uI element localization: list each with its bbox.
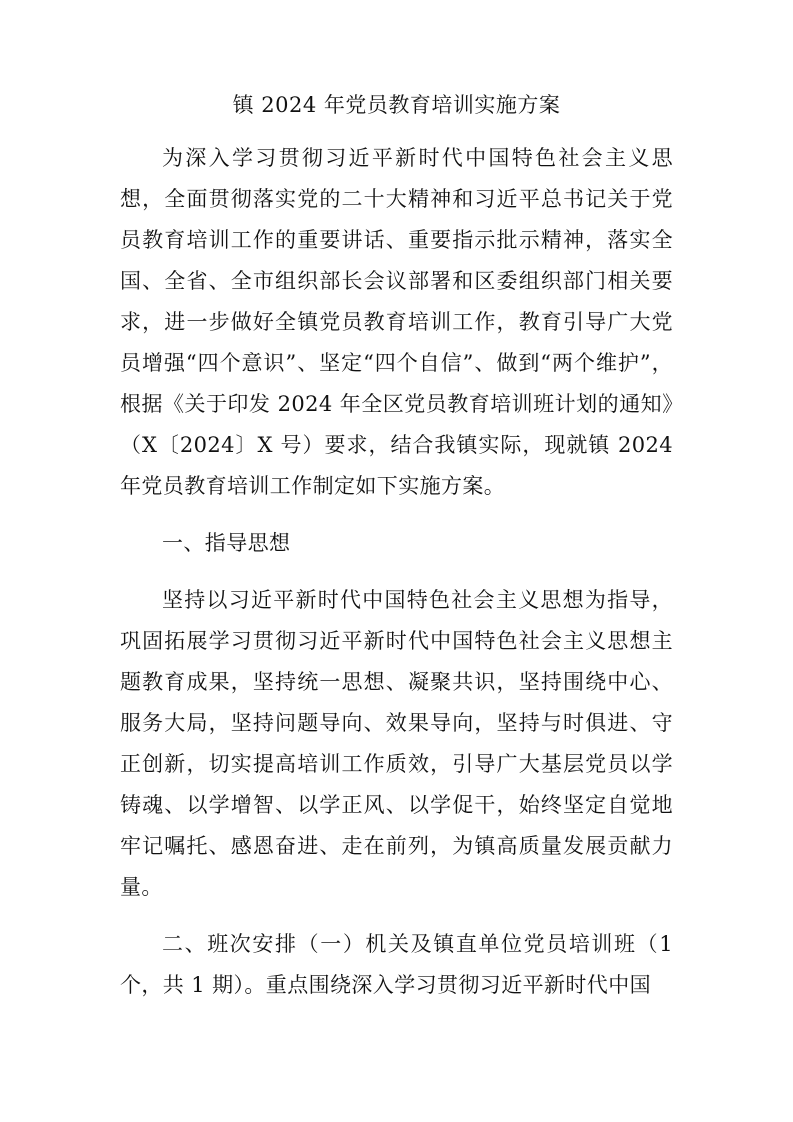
guiding-ideology-paragraph: 坚持以习近平新时代中国特色社会主义思想为指导，巩固拓展学习贯彻习近平新时代中国特色社会主义思想主题教育成果，坚持统一思想、凝聚共识，坚持围绕中心、服务大局，坚持问题导向、效果导向，坚持与时俱进、守正创新，切实提高培训工作质效，引导广大基层党员以学铸魂、以学增智、以学正风、以学促干，始终坚定自觉地牢记嘱托、感恩奋进、走在前列，为镇高质量发展贡献力量。 — [120, 588, 673, 899]
document-title: 镇 2024 年党员教育培训实施方案 — [232, 93, 561, 117]
intro-paragraph: 为深入学习贯彻习近平新时代中国特色社会主义思想，全面贯彻落实党的二十大精神和习近平总书记关于党员教育培训工作的重要讲话、重要指示批示精神，落实全国、全省、全市组织部长会议部署和区委组织部门相关要求，进一步做好全镇党员教育培训工作，教育引导广大党员增强“四个意识”、坚定“四个自信”、做到“两个维护”，根据《关于印发 2024 年全区党员教育培训班计划的通知》（X〔2024〕X 号）要求，结合我镇实际，现就镇 2024 年党员教育培训工作制定如下实施方案。 — [120, 146, 673, 498]
class-arrangement-paragraph: 二、班次安排（一）机关及镇直单位党员培训班（1 个，共 1 期）。重点围绕深入学习贯彻习近平新时代中国 — [120, 932, 673, 997]
section-heading-guiding-ideology: 一、指导思想 — [162, 531, 291, 555]
